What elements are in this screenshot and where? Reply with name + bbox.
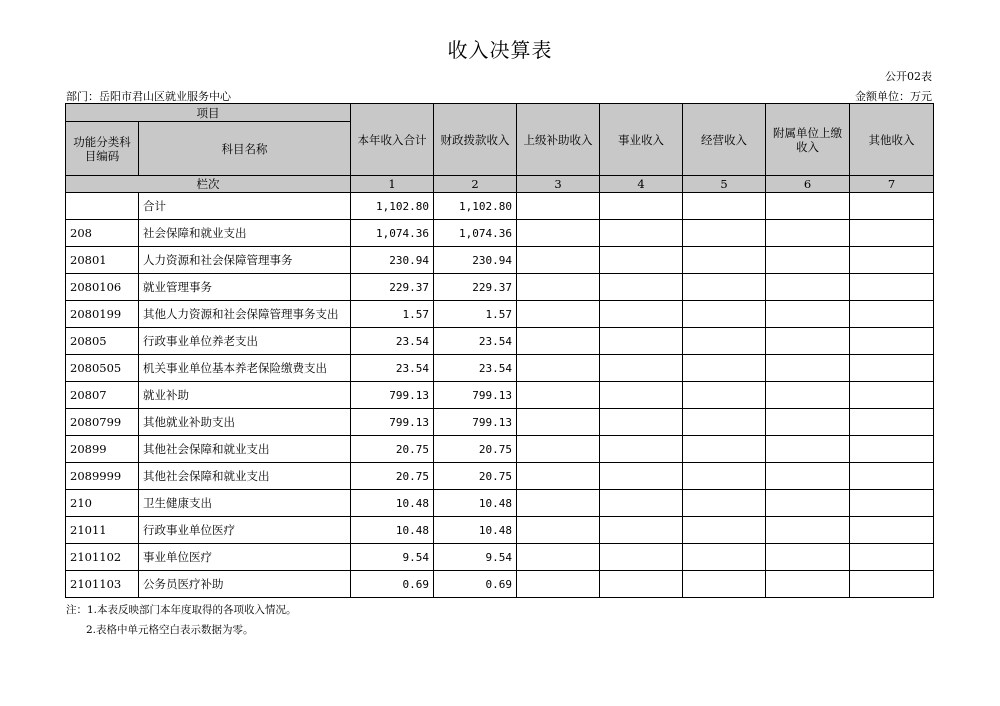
row-code: 21011 <box>66 517 139 544</box>
row-superior <box>517 544 600 571</box>
row-business <box>600 382 683 409</box>
note-2: 2.表格中单元格空白表示数据为零。 <box>86 624 254 636</box>
row-fiscal: 1,074.36 <box>434 220 517 247</box>
unit-label: 金额单位：万元 <box>855 90 932 103</box>
row-operating <box>683 274 766 301</box>
row-superior <box>517 301 600 328</box>
row-subject-name: 合计 <box>139 193 351 220</box>
table-row <box>66 571 934 598</box>
row-other <box>850 220 934 247</box>
row-superior <box>517 490 600 517</box>
row-total: 1,074.36 <box>351 220 434 247</box>
row-other <box>850 382 934 409</box>
row-other <box>850 274 934 301</box>
row-superior <box>517 382 600 409</box>
row-fiscal: 9.54 <box>434 544 517 571</box>
row-superior <box>517 247 600 274</box>
index-cell: 6 <box>766 176 850 193</box>
row-fiscal: 799.13 <box>434 409 517 436</box>
table-row <box>66 463 934 490</box>
row-fiscal: 1,102.80 <box>434 193 517 220</box>
row-affiliated <box>766 409 850 436</box>
row-other <box>850 571 934 598</box>
row-subject-name: 机关事业单位基本养老保险缴费支出 <box>139 355 351 382</box>
row-operating <box>683 220 766 247</box>
table-body <box>66 193 934 598</box>
header-lanci: 栏次 <box>66 176 351 193</box>
table-row <box>66 328 934 355</box>
row-fiscal: 20.75 <box>434 436 517 463</box>
row-business <box>600 247 683 274</box>
row-superior <box>517 436 600 463</box>
row-code: 20805 <box>66 328 139 355</box>
row-business <box>600 274 683 301</box>
row-operating <box>683 301 766 328</box>
row-code: 2080799 <box>66 409 139 436</box>
header-func-code: 功能分类科目编码 <box>66 122 139 176</box>
table-row <box>66 274 934 301</box>
row-business <box>600 436 683 463</box>
row-fiscal: 230.94 <box>434 247 517 274</box>
row-fiscal: 0.69 <box>434 571 517 598</box>
row-affiliated <box>766 463 850 490</box>
row-code: 208 <box>66 220 139 247</box>
row-fiscal: 23.54 <box>434 328 517 355</box>
row-code: 20807 <box>66 382 139 409</box>
row-code: 210 <box>66 490 139 517</box>
index-cell: 7 <box>850 176 934 193</box>
row-other <box>850 301 934 328</box>
row-subject-name: 就业补助 <box>139 382 351 409</box>
row-superior <box>517 355 600 382</box>
row-subject-name: 人力资源和社会保障管理事务 <box>139 247 351 274</box>
row-code: 2101103 <box>66 571 139 598</box>
row-other <box>850 544 934 571</box>
row-superior <box>517 193 600 220</box>
row-total: 10.48 <box>351 517 434 544</box>
header-col-operating: 经营收入 <box>683 104 766 176</box>
table-row <box>66 220 934 247</box>
row-business <box>600 544 683 571</box>
header-col-total: 本年收入合计 <box>351 104 434 176</box>
row-business <box>600 490 683 517</box>
row-affiliated <box>766 571 850 598</box>
row-operating <box>683 517 766 544</box>
row-total: 23.54 <box>351 328 434 355</box>
row-subject-name: 卫生健康支出 <box>139 490 351 517</box>
table-row <box>66 355 934 382</box>
row-total: 230.94 <box>351 247 434 274</box>
row-code: 20899 <box>66 436 139 463</box>
row-affiliated <box>766 220 850 247</box>
row-fiscal: 20.75 <box>434 463 517 490</box>
index-cell: 2 <box>434 176 517 193</box>
row-code: 2080106 <box>66 274 139 301</box>
header-col-business: 事业收入 <box>600 104 683 176</box>
row-other <box>850 328 934 355</box>
row-total: 1,102.80 <box>351 193 434 220</box>
row-affiliated <box>766 517 850 544</box>
row-code <box>66 193 139 220</box>
row-affiliated <box>766 274 850 301</box>
row-other <box>850 490 934 517</box>
table-row <box>66 544 934 571</box>
row-superior <box>517 274 600 301</box>
row-subject-name: 事业单位医疗 <box>139 544 351 571</box>
row-total: 9.54 <box>351 544 434 571</box>
row-affiliated <box>766 328 850 355</box>
row-affiliated <box>766 490 850 517</box>
row-affiliated <box>766 355 850 382</box>
row-operating <box>683 382 766 409</box>
table-row <box>66 436 934 463</box>
row-affiliated <box>766 301 850 328</box>
row-total: 20.75 <box>351 436 434 463</box>
row-fiscal: 10.48 <box>434 490 517 517</box>
row-operating <box>683 193 766 220</box>
notes <box>66 600 297 640</box>
row-business <box>600 463 683 490</box>
row-affiliated <box>766 544 850 571</box>
row-code: 2080505 <box>66 355 139 382</box>
department-label: 部门：岳阳市君山区就业服务中心 <box>66 90 231 103</box>
row-total: 1.57 <box>351 301 434 328</box>
row-subject-name: 公务员医疗补助 <box>139 571 351 598</box>
table-row <box>66 301 934 328</box>
row-subject-name: 行政事业单位养老支出 <box>139 328 351 355</box>
header-project: 项目 <box>66 104 351 122</box>
row-superior <box>517 409 600 436</box>
index-cell: 3 <box>517 176 600 193</box>
row-affiliated <box>766 436 850 463</box>
table-row <box>66 490 934 517</box>
row-operating <box>683 490 766 517</box>
row-code: 20801 <box>66 247 139 274</box>
row-other <box>850 355 934 382</box>
row-total: 10.48 <box>351 490 434 517</box>
row-operating <box>683 544 766 571</box>
row-subject-name: 行政事业单位医疗 <box>139 517 351 544</box>
row-subject-name: 其他人力资源和社会保障管理事务支出 <box>139 301 351 328</box>
table-row <box>66 409 934 436</box>
row-business <box>600 220 683 247</box>
row-affiliated <box>766 247 850 274</box>
row-fiscal: 229.37 <box>434 274 517 301</box>
row-business <box>600 301 683 328</box>
row-affiliated <box>766 382 850 409</box>
row-operating <box>683 355 766 382</box>
row-code: 2101102 <box>66 544 139 571</box>
index-cell: 4 <box>600 176 683 193</box>
row-business <box>600 328 683 355</box>
index-cell: 1 <box>351 176 434 193</box>
row-operating <box>683 463 766 490</box>
row-other <box>850 436 934 463</box>
row-total: 799.13 <box>351 409 434 436</box>
row-total: 799.13 <box>351 382 434 409</box>
row-operating <box>683 571 766 598</box>
row-superior <box>517 463 600 490</box>
row-total: 229.37 <box>351 274 434 301</box>
row-code: 2089999 <box>66 463 139 490</box>
form-code: 公开02表 <box>885 70 932 83</box>
row-other <box>850 517 934 544</box>
row-business <box>600 409 683 436</box>
row-other <box>850 409 934 436</box>
row-fiscal: 1.57 <box>434 301 517 328</box>
header-col-affiliated: 附属单位上缴收入 <box>766 104 850 176</box>
header-col-fiscal: 财政拨款收入 <box>434 104 517 176</box>
row-affiliated <box>766 193 850 220</box>
row-operating <box>683 247 766 274</box>
table-row <box>66 517 934 544</box>
income-table <box>65 103 934 598</box>
row-subject-name: 就业管理事务 <box>139 274 351 301</box>
row-total: 20.75 <box>351 463 434 490</box>
row-business <box>600 193 683 220</box>
row-other <box>850 463 934 490</box>
header-col-superior: 上级补助收入 <box>517 104 600 176</box>
header-subject-name: 科目名称 <box>139 122 351 176</box>
table-row <box>66 247 934 274</box>
row-business <box>600 355 683 382</box>
row-other <box>850 193 934 220</box>
row-business <box>600 517 683 544</box>
row-subject-name: 其他社会保障和就业支出 <box>139 436 351 463</box>
row-subject-name: 社会保障和就业支出 <box>139 220 351 247</box>
row-other <box>850 247 934 274</box>
row-operating <box>683 328 766 355</box>
row-operating <box>683 409 766 436</box>
note-1: 注：1.本表反映部门本年度取得的各项收入情况。 <box>66 604 297 616</box>
row-fiscal: 799.13 <box>434 382 517 409</box>
index-cell: 5 <box>683 176 766 193</box>
row-total: 0.69 <box>351 571 434 598</box>
row-total: 23.54 <box>351 355 434 382</box>
row-superior <box>517 220 600 247</box>
row-subject-name: 其他社会保障和就业支出 <box>139 463 351 490</box>
row-fiscal: 10.48 <box>434 517 517 544</box>
row-subject-name: 其他就业补助支出 <box>139 409 351 436</box>
row-superior <box>517 328 600 355</box>
row-superior <box>517 517 600 544</box>
page-title: 收入决算表 <box>447 38 553 62</box>
table-row <box>66 382 934 409</box>
row-operating <box>683 436 766 463</box>
row-code: 2080199 <box>66 301 139 328</box>
table-row <box>66 193 934 220</box>
row-business <box>600 571 683 598</box>
row-fiscal: 23.54 <box>434 355 517 382</box>
row-superior <box>517 571 600 598</box>
header-col-other: 其他收入 <box>850 104 934 176</box>
